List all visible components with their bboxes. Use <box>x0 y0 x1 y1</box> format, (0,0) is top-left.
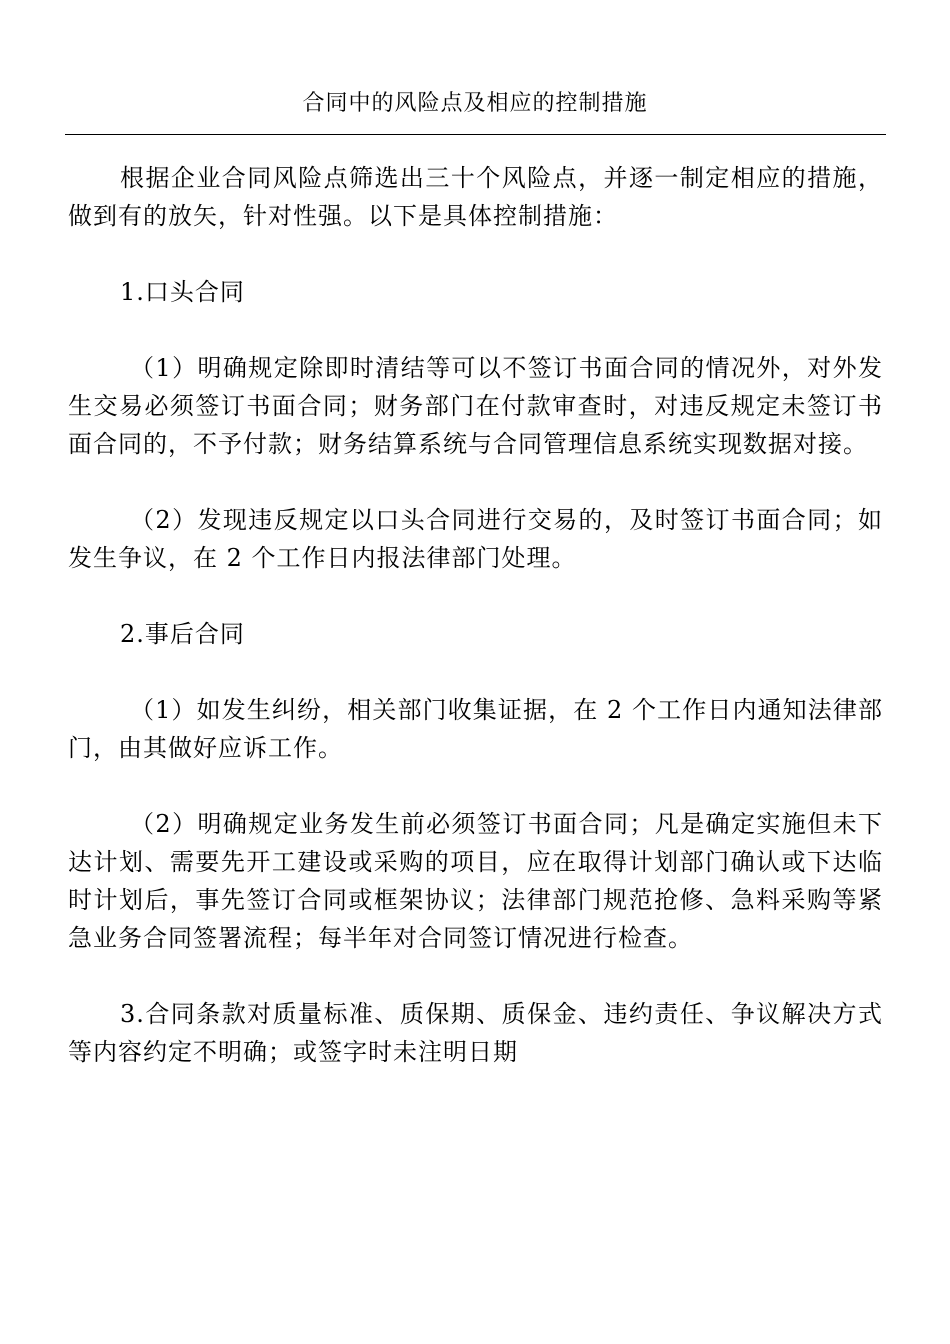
section-heading-1: 1.口头合同 <box>120 278 245 306</box>
header-divider <box>65 134 886 135</box>
section-heading-2: 2.事后合同 <box>120 620 245 648</box>
page-header-title: 合同中的风险点及相应的控制措施 <box>302 91 648 116</box>
section-2-item-2: （2）明确规定业务发生前必须签订书面合同；凡是确定实施但未下达计划、需要先开工建设或采购的项目，应在取得计划部门确认或下达临时计划后，事先签订合同或框架协议；法律部门规范抢修、急料采购等紧急业务合同签署流程；每半年对合同签订情况进行检查。 <box>68 810 883 952</box>
section-1-item-2: （2）发现违反规定以口头合同进行交易的，及时签订书面合同；如发生争议，在 2 个工作日内报法律部门处理。 <box>68 506 883 572</box>
section-2-item-1: （1）如发生纠纷，相关部门收集证据，在 2 个工作日内通知法律部门，由其做好应诉工作。 <box>68 696 883 762</box>
document-body <box>68 159 883 1109</box>
section-heading-3: 3.合同条款对质量标准、质保期、质保金、违约责任、争议解决方式等内容约定不明确；或签字时未注明日期 <box>68 1000 883 1066</box>
intro-paragraph: 根据企业合同风险点筛选出三十个风险点，并逐一制定相应的措施，做到有的放矢，针对性强。以下是具体控制措施： <box>68 164 883 230</box>
section-1-item-1: （1）明确规定除即时清结等可以不签订书面合同的情况外，对外发生交易必须签订书面合同；财务部门在付款审查时，对违反规定未签订书面合同的，不予付款；财务结算系统与合同管理信息系统实现数据对接。 <box>68 354 883 458</box>
